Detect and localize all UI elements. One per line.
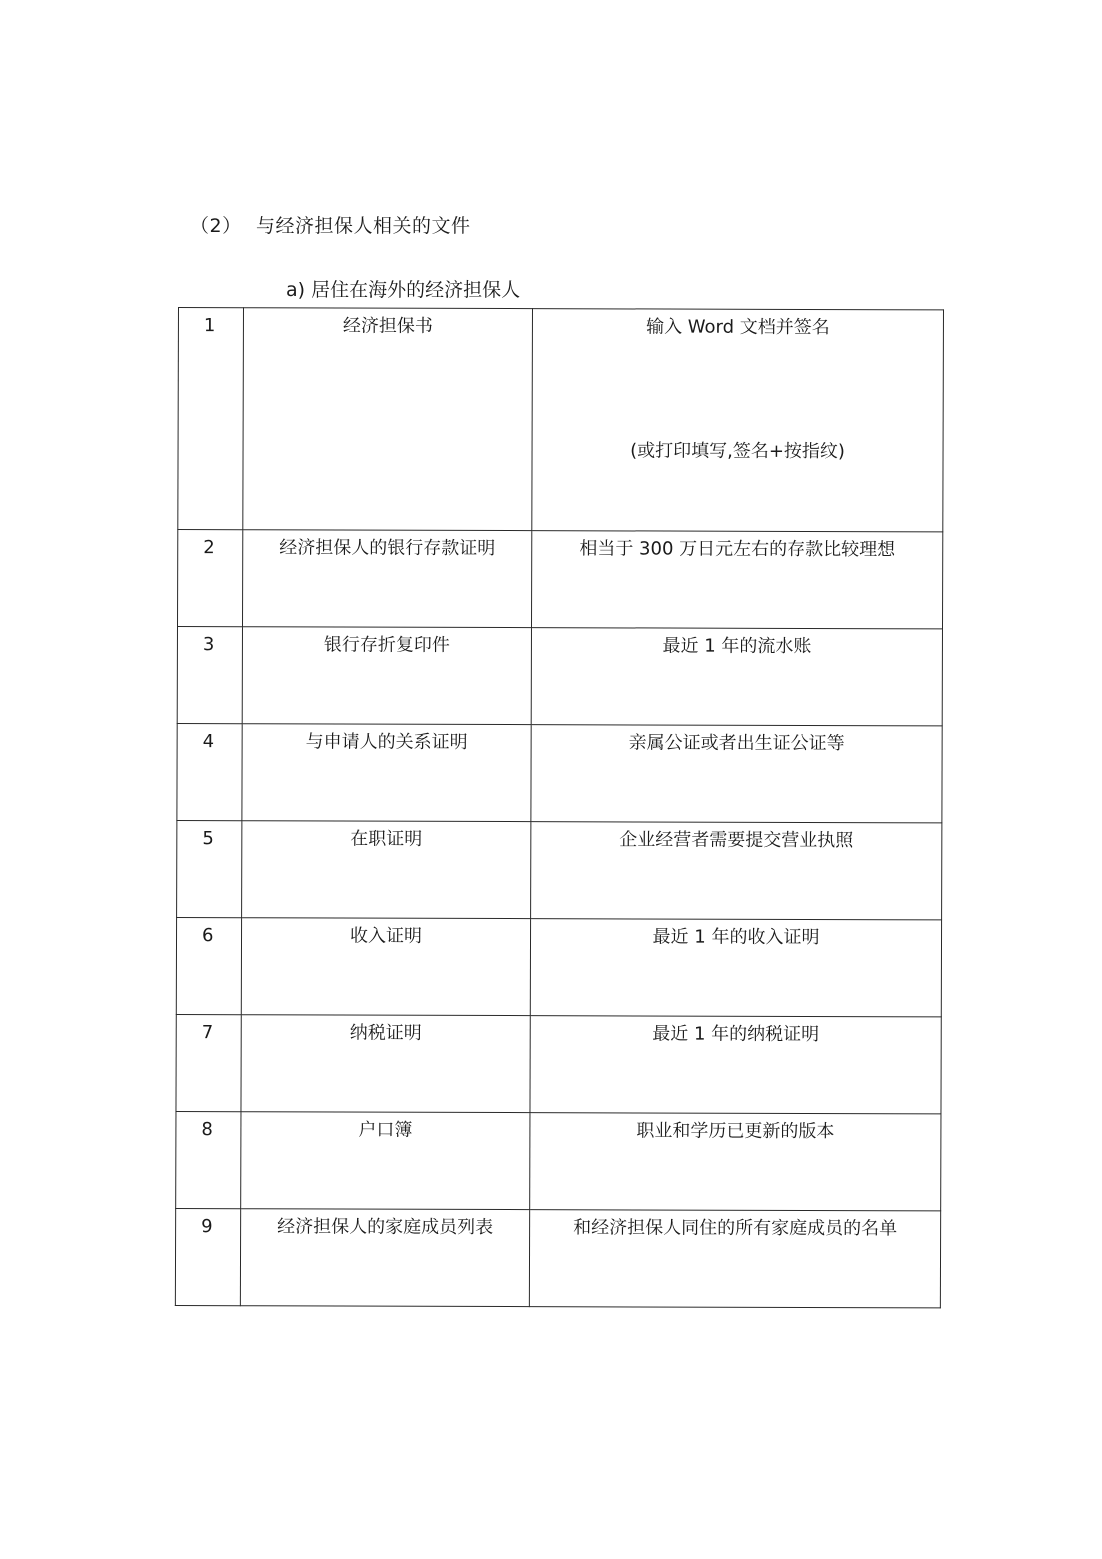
row-number-cell: [176, 917, 241, 1014]
row-number-cell: [177, 530, 242, 627]
table-row: [175, 1208, 940, 1307]
note-cell: [530, 1016, 941, 1114]
document-cell: [240, 1209, 529, 1307]
row-number-cell: [177, 723, 242, 820]
section-number: （2）: [190, 215, 242, 237]
document-cell: [243, 308, 533, 531]
table-row: [177, 820, 942, 919]
document-cell: [241, 1015, 530, 1113]
row-number: 9: [201, 1216, 213, 1238]
note-cell: [531, 725, 942, 823]
document-note: 最近 1 年的收入证明: [652, 926, 820, 949]
document-cell: [241, 918, 530, 1016]
subsection-title: a) 居住在海外的经济担保人: [286, 279, 521, 301]
row-number: 5: [202, 828, 214, 850]
row-number: 4: [202, 731, 215, 753]
document-note: 相当于 300 万日元左右的存款比较理想: [579, 538, 896, 561]
row-number-cell: [176, 1111, 241, 1208]
document-name: 在职证明: [350, 828, 423, 850]
document-name: 经济担保人的银行存款证明: [279, 537, 496, 559]
section-title: 与经济担保人相关的文件: [256, 215, 471, 237]
note-cell: [530, 1113, 941, 1211]
document-cell: [242, 724, 531, 822]
note-cell: [529, 1210, 940, 1308]
table-row: [176, 1014, 941, 1113]
document-name: 银行存折复印件: [323, 634, 450, 656]
document-cell: [241, 1112, 530, 1210]
note-cell: [530, 919, 941, 1017]
document-note: 输入 Word 文档并签名: [646, 316, 830, 339]
document-note: 企业经营者需要提交营业执照: [619, 829, 854, 852]
document-cell: [242, 530, 531, 628]
table-row: [177, 530, 942, 629]
note-cell: [531, 822, 942, 920]
document-cell: [242, 821, 531, 919]
table-row: [178, 308, 944, 532]
document-note: 和经济担保人同住的所有家庭成员的名单: [573, 1217, 898, 1240]
document-note: 亲属公证或者出生证公证等: [628, 732, 845, 755]
row-number: 7: [201, 1022, 214, 1044]
document-note: 职业和学历已更新的版本: [636, 1120, 835, 1143]
section-heading: [190, 211, 471, 238]
required-documents-table: [175, 307, 944, 1308]
document-name: 收入证明: [349, 925, 423, 947]
row-number: 2: [203, 537, 215, 559]
row-number-cell: [175, 1208, 240, 1305]
row-number: 6: [201, 925, 214, 947]
note-cell: [531, 531, 942, 629]
table-row: [177, 723, 942, 822]
document-name: 与申请人的关系证明: [305, 731, 468, 753]
document-note: 最近 1 年的流水账: [662, 635, 812, 657]
note-cell: [532, 309, 944, 532]
table-row: [177, 627, 942, 726]
table-row: [176, 917, 941, 1016]
note-cell: [531, 628, 942, 726]
row-number-cell: [176, 1014, 241, 1111]
document-name: 纳税证明: [349, 1022, 422, 1044]
row-number: 3: [202, 634, 215, 656]
row-number-cell: [177, 627, 242, 724]
row-number: 1: [203, 315, 216, 337]
document-name: 经济担保人的家庭成员列表: [277, 1216, 494, 1238]
document-cell: [242, 627, 531, 725]
row-number-cell: [178, 308, 244, 530]
document-note: 最近 1 年的纳税证明: [652, 1023, 820, 1046]
document-name: 户口簿: [358, 1119, 413, 1141]
row-number-cell: [177, 820, 242, 917]
document-name: 经济担保书: [342, 315, 433, 337]
row-number: 8: [201, 1119, 213, 1141]
table-row: [176, 1111, 941, 1210]
document-note-extra: (或打印填写,签名+按指纹): [630, 440, 846, 463]
